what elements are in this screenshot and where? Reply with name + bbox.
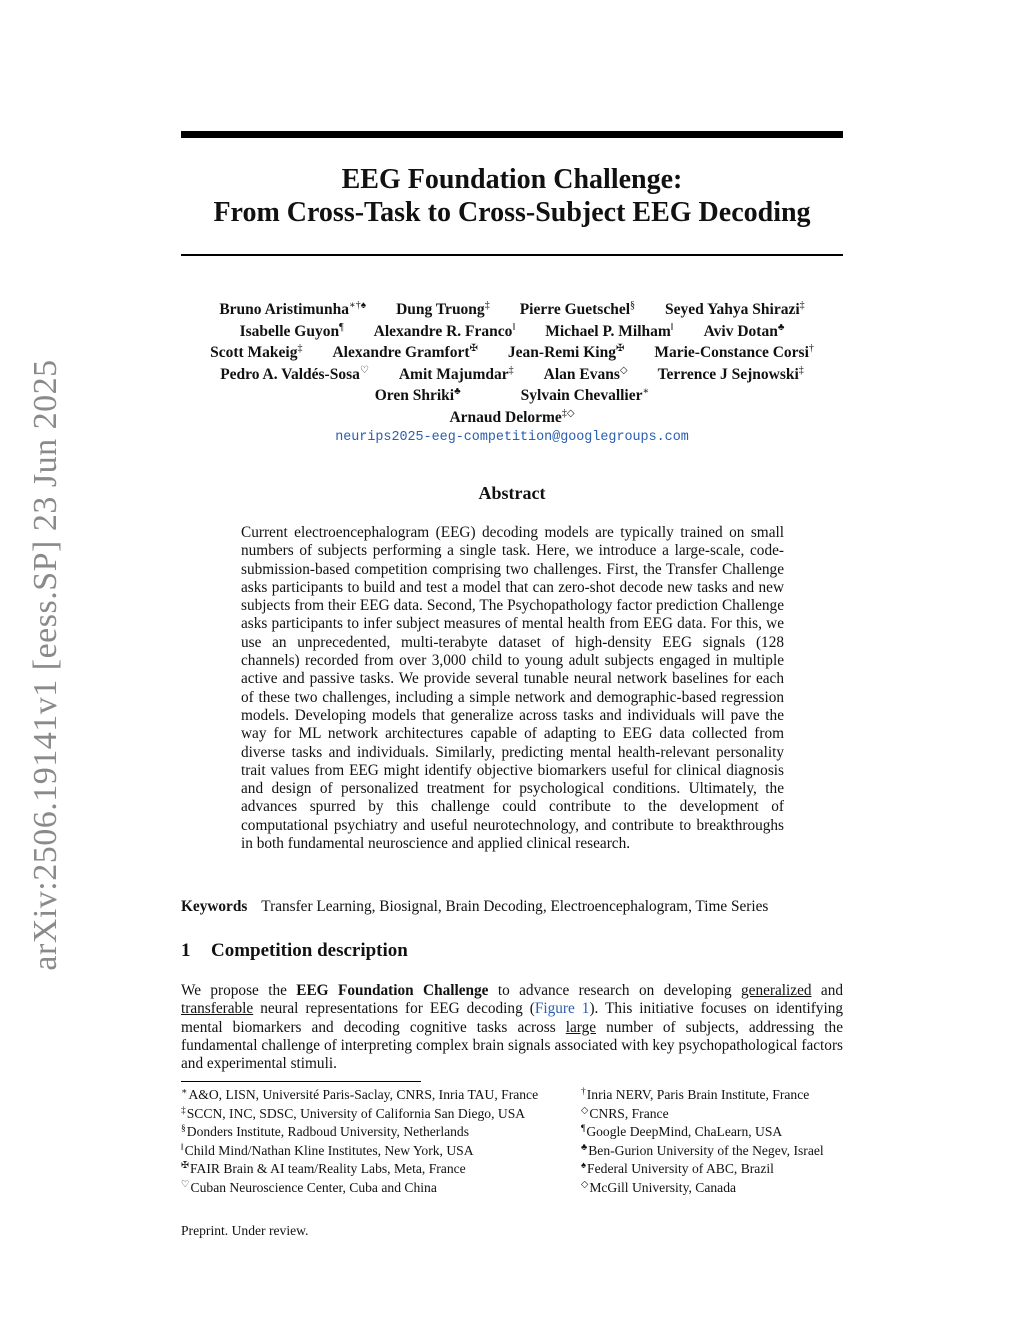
author (545, 321, 673, 343)
affiliation-marks: ✠ (469, 343, 478, 355)
paragraph-text: ). This initiative focuses on identifying mental biomarkers and decoding cognitive tasks across (181, 1000, 844, 1036)
footnote-symbol: † (581, 1087, 586, 1097)
author-name: Alexandre Gramfort (332, 344, 470, 362)
author-name: Alexandre R. Franco (373, 322, 513, 340)
footnote-text: Federal University of ABC, Brazil (587, 1161, 774, 1176)
author-name: Jean-Remi King (507, 344, 616, 362)
footnote-text: Donders Institute, Radboud University, Netherlands (186, 1124, 470, 1139)
author-name: Aviv Dotan (703, 322, 778, 340)
affiliation-marks: ¶ (339, 321, 344, 333)
section-number: 1 (181, 940, 191, 961)
author-row (181, 364, 843, 386)
author-row (181, 385, 843, 407)
abstract-text: Current electroencephalogram (EEG) decoding models are typically trained on small numbers of subjects performing a single task. Here, we introduce a large-scale, code-submission-based competition comprising two challenges. First, the Transfer Challenge asks participants to build and test a model that can zero-shot decode new tasks and new subjects from their EEG data. Second, The Psychopathology factor prediction Challenge asks participants to infer subject measures of mental health from EEG data. For this, we use an unprecedented, multi-terabyte dataset of high-density EEG signals (128 channels) recorded from over 3,000 child to young adult subjects engaged in multiple active and passive tasks. We provide several tunable neural network baselines for each of these two challenges, including a simple network and demographic-based regression models. Developing models that generalize across tasks and individuals will pave the way for ML network architectures capable of adapting to EEG data collected from diverse tasks and individuals. Similarly, predicting mental health-relevant personality trait values from EEG might identify objective biomarkers useful for clinical diagnosis and design of personalized treatment for psychological conditions. Ultimately, the advances spurred by this challenge could contribute to the development of computational psychiatry and useful neurotechnology, and contribute to breakthroughs in both fundamental neuroscience and applied clinical research. (241, 524, 784, 853)
abstract-heading: Abstract (478, 483, 546, 503)
footnote (581, 1179, 843, 1198)
author (449, 407, 574, 429)
challenge-name: EEG Foundation Challenge (296, 982, 489, 999)
footnote (581, 1086, 843, 1105)
author-row (181, 342, 843, 364)
footnote-text: CNRS, France (589, 1105, 669, 1121)
footnote-text: Inria NERV, Paris Brain Institute, France (586, 1087, 810, 1102)
footnote-symbol: § (181, 1124, 186, 1134)
underlined-term: large (565, 1018, 597, 1036)
paragraph-text: neural representations for EEG decoding ( (253, 1000, 535, 1018)
footnote (181, 1086, 581, 1105)
affiliation-marks: † (808, 343, 814, 355)
footnote (181, 1160, 581, 1179)
preprint-note: Preprint. Under review. (181, 1223, 309, 1238)
affiliation-marks: ‖ (670, 321, 674, 333)
footnote-text: Cuban Neuroscience Center, Cuba and China (190, 1179, 437, 1195)
author-name: Dung Truong (396, 301, 485, 318)
arxiv-identifier-stamp: arXiv:2506.19141v1 [eess.SP] 23 Jun 2025 (27, 359, 64, 971)
author-name: Oren Shriki (374, 387, 455, 405)
author-name: Pierre Guetschel (519, 301, 631, 318)
footnote-symbol: ‖ (181, 1142, 184, 1153)
footnote (181, 1179, 581, 1198)
affiliation-marks: ‡ (297, 343, 303, 355)
author-row (181, 407, 843, 429)
intro-paragraph (181, 982, 843, 1073)
footnote (581, 1142, 843, 1161)
author-name: Michael P. Milham (545, 322, 671, 340)
affiliation-marks: ‖ (512, 321, 516, 333)
affiliation-marks: ♡ (359, 364, 369, 376)
section-title: Competition description (211, 940, 408, 961)
top-rule (181, 131, 843, 138)
footnote-text: Child Mind/Nathan Kline Institutes, New York, USA (184, 1142, 474, 1158)
keywords-line (181, 898, 843, 916)
author (374, 321, 516, 343)
paragraph-text: We propose the (181, 982, 297, 999)
affiliation-marks: ‡ (508, 364, 514, 376)
affiliation-marks: ∗†♠ (348, 300, 367, 311)
author-name: Scott Makeig (210, 344, 298, 362)
footnote-symbol: ◇ (581, 1179, 589, 1190)
keywords-list: Transfer Learning, Biosignal, Brain Decoding, Electroencephalogram, Time Series (261, 898, 769, 915)
footnote-text: SCCN, INC, SDSC, University of California San Diego, USA (186, 1105, 526, 1121)
author (520, 299, 635, 321)
footnote-symbol: ♣ (581, 1142, 588, 1153)
author (375, 385, 461, 407)
affiliation-footnotes (181, 1086, 843, 1197)
author (332, 342, 477, 364)
paragraph-text: to advance research on developing (488, 982, 742, 999)
paper-title-line-2: From Cross-Task to Cross-Subject EEG Decoding (213, 197, 811, 228)
author (665, 299, 805, 321)
author-row (181, 299, 843, 321)
footnote (181, 1123, 581, 1142)
author-name: Seyed Yahya Shirazi (665, 301, 800, 318)
footnote-symbol: ∗ (181, 1087, 188, 1097)
affiliation-marks: § (630, 300, 636, 311)
contact-email-link[interactable]: neurips2025-eeg-competition@googlegroups.com (335, 429, 689, 445)
author (396, 299, 490, 321)
author-name: Marie-Constance Corsi (654, 344, 809, 362)
affiliation-marks: ♣ (777, 321, 785, 333)
author-name: Bruno Aristimunha (219, 301, 349, 318)
author-list (181, 299, 843, 447)
footnote (581, 1123, 843, 1142)
author (544, 364, 628, 386)
affiliation-marks: ‡ (798, 364, 804, 376)
keywords-label: Keywords (181, 898, 248, 915)
author (240, 321, 344, 343)
author-name: Alan Evans (543, 365, 620, 383)
footnote-symbol: ◇ (581, 1105, 589, 1116)
author (658, 364, 804, 386)
footnote-text: Ben-Gurion University of the Negev, Israel (588, 1142, 824, 1158)
author (210, 342, 302, 364)
author-name: Amit Majumdar (398, 365, 509, 383)
paragraph-text: number of subjects, addressing the fundamental challenge of interpreting complex brain signals associated with key psychopathological factors and experimental stimuli. (181, 1018, 843, 1073)
footnote-text: McGill University, Canada (589, 1179, 737, 1195)
footnote-symbol: ♠ (581, 1161, 587, 1171)
affiliation-marks: ✠ (615, 343, 625, 355)
author (219, 299, 366, 321)
author-name: Sylvain Chevallier (520, 387, 643, 405)
footnote-symbol: ¶ (581, 1124, 586, 1134)
footnote (181, 1105, 581, 1124)
author-name: Terrence J Sejnowski (657, 365, 799, 383)
author (220, 364, 369, 386)
affiliation-marks: ‡◇ (561, 407, 575, 419)
paragraph-text: and (811, 982, 843, 999)
footnote-symbol: ♡ (181, 1179, 190, 1190)
footnote (181, 1142, 581, 1161)
paper-title-line-1: EEG Foundation Challenge: (341, 164, 683, 195)
underlined-term: transferable (181, 1000, 254, 1018)
footnote-symbol: ‡ (181, 1105, 186, 1116)
author-name: Pedro A. Valdés-Sosa (220, 365, 360, 383)
title-bottom-rule (181, 254, 843, 256)
author (704, 321, 785, 343)
section-heading (181, 940, 408, 962)
figure-reference-link[interactable]: Figure 1 (534, 1000, 590, 1018)
affiliation-marks: ♣ (454, 386, 461, 398)
author (654, 342, 814, 364)
underlined-term: generalized (741, 982, 812, 999)
affiliation-marks: ‡ (484, 300, 490, 311)
affiliation-marks: ◇ (619, 364, 628, 376)
footnote-text: A&O, LISN, Université Paris-Saclay, CNRS, Inria TAU, France (188, 1087, 539, 1102)
author (521, 385, 650, 407)
author-name: Arnaud Delorme (449, 408, 562, 426)
footnote (581, 1160, 843, 1179)
footnote-text: Google DeepMind, ChaLearn, USA (586, 1124, 783, 1139)
footnote-rule (181, 1081, 421, 1082)
footnote (581, 1105, 843, 1124)
affiliation-marks: ∗ (642, 386, 650, 398)
author (399, 364, 514, 386)
author-name: Isabelle Guyon (239, 322, 340, 340)
author (508, 342, 624, 364)
author-row (181, 321, 843, 343)
footnote-text: FAIR Brain & AI team/Reality Labs, Meta, France (189, 1161, 466, 1176)
affiliation-marks: ‡ (799, 300, 805, 311)
footnote-symbol: ✠ (181, 1161, 189, 1171)
